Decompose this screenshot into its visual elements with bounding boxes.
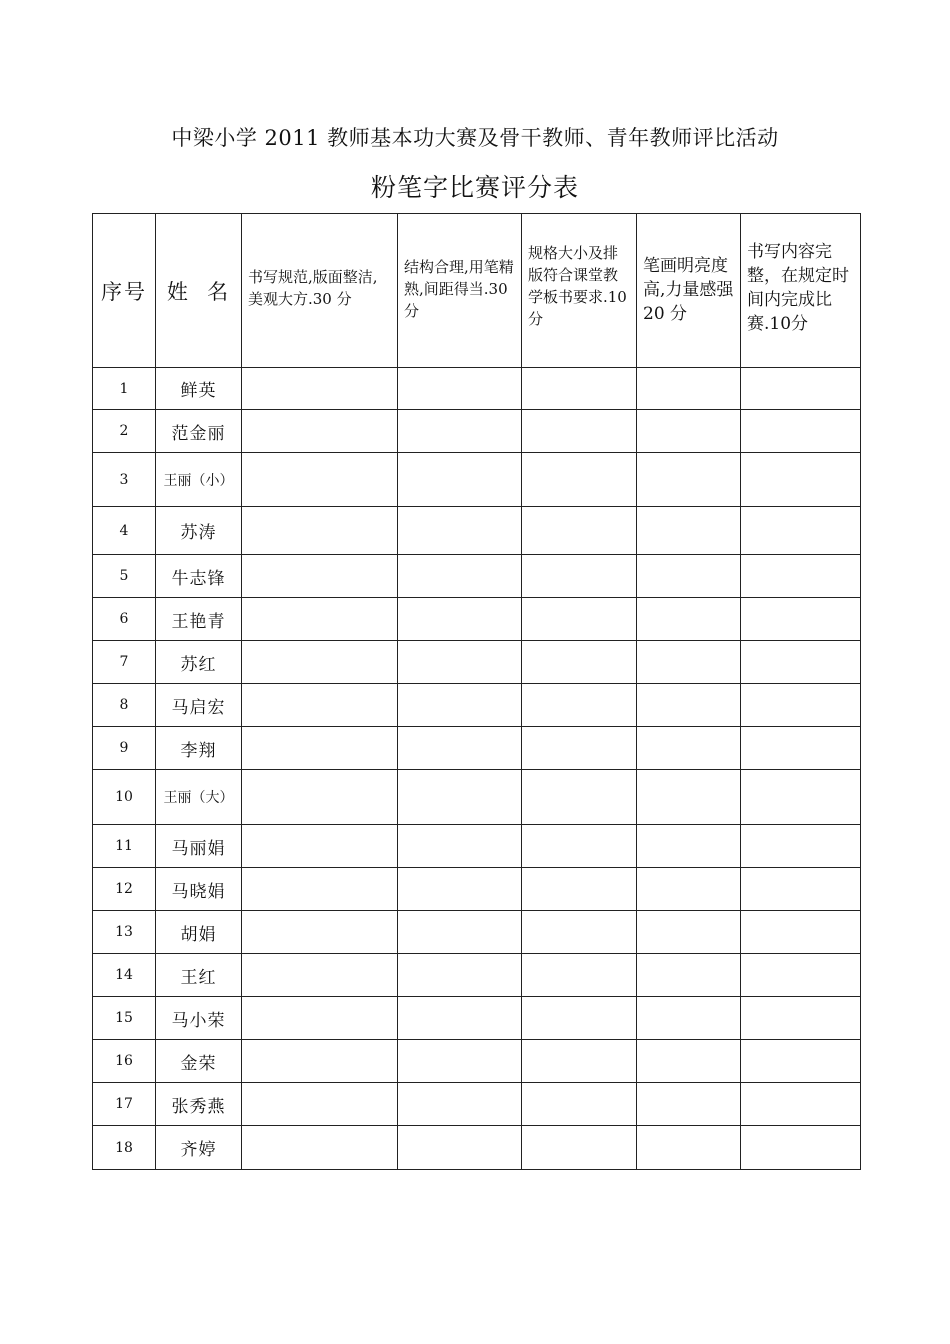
score-cell-criterion-1[interactable] xyxy=(242,410,398,453)
row-number: 7 xyxy=(93,641,156,684)
score-cell-criterion-3[interactable] xyxy=(522,453,637,507)
table-row xyxy=(93,453,861,507)
row-number: 10 xyxy=(93,770,156,825)
score-cell-criterion-5[interactable] xyxy=(741,368,861,410)
score-cell-criterion-5[interactable] xyxy=(741,507,861,555)
row-number: 3 xyxy=(93,453,156,507)
score-cell-criterion-1[interactable] xyxy=(242,368,398,410)
teacher-name: 范金丽 xyxy=(156,410,242,453)
teacher-name: 王丽（大） xyxy=(156,770,242,825)
score-cell-criterion-1[interactable] xyxy=(242,770,398,825)
score-cell-criterion-5[interactable] xyxy=(741,727,861,770)
score-cell-criterion-1[interactable] xyxy=(242,868,398,911)
row-number: 11 xyxy=(93,825,156,868)
score-cell-criterion-1[interactable] xyxy=(242,684,398,727)
header-row xyxy=(93,214,861,368)
score-cell-criterion-4[interactable] xyxy=(637,911,741,954)
score-cell-criterion-4[interactable] xyxy=(637,770,741,825)
column-header-name: 姓 名 xyxy=(156,214,242,368)
score-cell-criterion-4[interactable] xyxy=(637,368,741,410)
score-cell-criterion-4[interactable] xyxy=(637,1083,741,1126)
table-row xyxy=(93,825,861,868)
score-cell-criterion-2[interactable] xyxy=(398,770,522,825)
teacher-name: 李翔 xyxy=(156,727,242,770)
score-cell-criterion-4[interactable] xyxy=(637,997,741,1040)
score-cell-criterion-3[interactable] xyxy=(522,1083,637,1126)
row-number: 12 xyxy=(93,868,156,911)
score-cell-criterion-5[interactable] xyxy=(741,825,861,868)
teacher-name: 马小荣 xyxy=(156,997,242,1040)
score-cell-criterion-2[interactable] xyxy=(398,684,522,727)
teacher-name: 王丽（小） xyxy=(156,453,242,507)
score-cell-criterion-1[interactable] xyxy=(242,825,398,868)
score-cell-criterion-1[interactable] xyxy=(242,727,398,770)
score-cell-criterion-1[interactable] xyxy=(242,453,398,507)
row-number: 9 xyxy=(93,727,156,770)
teacher-name: 苏红 xyxy=(156,641,242,684)
score-cell-criterion-3[interactable] xyxy=(522,770,637,825)
score-cell-criterion-3[interactable] xyxy=(522,825,637,868)
score-cell-criterion-3[interactable] xyxy=(522,641,637,684)
table-row xyxy=(93,684,861,727)
teacher-name: 王艳青 xyxy=(156,598,242,641)
row-number: 6 xyxy=(93,598,156,641)
score-cell-criterion-4[interactable] xyxy=(637,507,741,555)
table-row xyxy=(93,641,861,684)
score-cell-criterion-5[interactable] xyxy=(741,598,861,641)
score-cell-criterion-5[interactable] xyxy=(741,1040,861,1083)
score-cell-criterion-3[interactable] xyxy=(522,997,637,1040)
score-cell-criterion-4[interactable] xyxy=(637,727,741,770)
score-cell-criterion-3[interactable] xyxy=(522,727,637,770)
score-cell-criterion-2[interactable] xyxy=(398,825,522,868)
score-cell-criterion-5[interactable] xyxy=(741,684,861,727)
teacher-name: 鲜英 xyxy=(156,368,242,410)
table-row xyxy=(93,410,861,453)
score-cell-criterion-3[interactable] xyxy=(522,410,637,453)
score-cell-criterion-1[interactable] xyxy=(242,507,398,555)
score-cell-criterion-3[interactable] xyxy=(522,1126,637,1170)
score-cell-criterion-4[interactable] xyxy=(637,410,741,453)
score-cell-criterion-4[interactable] xyxy=(637,598,741,641)
row-number: 4 xyxy=(93,507,156,555)
column-header-criterion-2: 结构合理,用笔精熟,间距得当.30 分 xyxy=(398,214,522,368)
column-header-criterion-3: 规格大小及排版符合课堂教学板书要求.10 分 xyxy=(522,214,637,368)
score-cell-criterion-2[interactable] xyxy=(398,868,522,911)
score-cell-criterion-1[interactable] xyxy=(242,641,398,684)
document-title: 中梁小学 2011 教师基本功大赛及骨干教师、青年教师评比活动 xyxy=(171,126,779,150)
score-cell-criterion-1[interactable] xyxy=(242,1083,398,1126)
score-cell-criterion-4[interactable] xyxy=(637,453,741,507)
score-cell-criterion-3[interactable] xyxy=(522,684,637,727)
score-cell-criterion-2[interactable] xyxy=(398,598,522,641)
score-cell-criterion-5[interactable] xyxy=(741,410,861,453)
table-row xyxy=(93,1083,861,1126)
score-cell-criterion-2[interactable] xyxy=(398,410,522,453)
score-cell-criterion-5[interactable] xyxy=(741,1126,861,1170)
row-number: 1 xyxy=(93,368,156,410)
row-number: 15 xyxy=(93,997,156,1040)
score-cell-criterion-1[interactable] xyxy=(242,911,398,954)
column-header-criterion-4: 笔画明亮度高,力量感强 20 分 xyxy=(637,214,741,368)
document-subtitle: 粉笔字比赛评分表 xyxy=(370,173,579,202)
score-cell-criterion-4[interactable] xyxy=(637,1126,741,1170)
teacher-name: 胡娟 xyxy=(156,911,242,954)
score-cell-criterion-2[interactable] xyxy=(398,911,522,954)
score-cell-criterion-1[interactable] xyxy=(242,555,398,598)
score-cell-criterion-5[interactable] xyxy=(741,641,861,684)
score-cell-criterion-5[interactable] xyxy=(741,770,861,825)
score-cell-criterion-5[interactable] xyxy=(741,1083,861,1126)
column-header-index: 序号 xyxy=(93,214,156,368)
teacher-name: 王红 xyxy=(156,954,242,997)
score-cell-criterion-5[interactable] xyxy=(741,997,861,1040)
score-cell-criterion-4[interactable] xyxy=(637,1040,741,1083)
score-table xyxy=(92,213,861,1170)
score-cell-criterion-2[interactable] xyxy=(398,954,522,997)
teacher-name: 苏涛 xyxy=(156,507,242,555)
table-row xyxy=(93,368,861,410)
score-cell-criterion-2[interactable] xyxy=(398,1083,522,1126)
score-cell-criterion-5[interactable] xyxy=(741,954,861,997)
score-cell-criterion-3[interactable] xyxy=(522,368,637,410)
table-row xyxy=(93,727,861,770)
table-row xyxy=(93,770,861,825)
row-number: 18 xyxy=(93,1126,156,1170)
score-cell-criterion-3[interactable] xyxy=(522,507,637,555)
table-row xyxy=(93,997,861,1040)
score-cell-criterion-2[interactable] xyxy=(398,997,522,1040)
score-cell-criterion-2[interactable] xyxy=(398,1040,522,1083)
score-cell-criterion-2[interactable] xyxy=(398,727,522,770)
row-number: 8 xyxy=(93,684,156,727)
row-number: 16 xyxy=(93,1040,156,1083)
score-cell-criterion-3[interactable] xyxy=(522,598,637,641)
table-body xyxy=(93,368,861,1170)
score-cell-criterion-4[interactable] xyxy=(637,684,741,727)
score-cell-criterion-2[interactable] xyxy=(398,507,522,555)
table-row xyxy=(93,868,861,911)
score-cell-criterion-4[interactable] xyxy=(637,555,741,598)
row-number: 13 xyxy=(93,911,156,954)
column-header-criterion-5: 书写内容完整，在规定时间内完成比赛.10分 xyxy=(741,214,861,368)
score-cell-criterion-2[interactable] xyxy=(398,641,522,684)
row-number: 2 xyxy=(93,410,156,453)
score-cell-criterion-2[interactable] xyxy=(398,555,522,598)
row-number: 17 xyxy=(93,1083,156,1126)
score-cell-criterion-4[interactable] xyxy=(637,641,741,684)
table-row xyxy=(93,1126,861,1170)
score-cell-criterion-4[interactable] xyxy=(637,825,741,868)
score-cell-criterion-1[interactable] xyxy=(242,598,398,641)
score-cell-criterion-4[interactable] xyxy=(637,954,741,997)
row-number: 5 xyxy=(93,555,156,598)
table-row xyxy=(93,598,861,641)
score-cell-criterion-5[interactable] xyxy=(741,868,861,911)
teacher-name: 马丽娟 xyxy=(156,825,242,868)
teacher-name: 张秀燕 xyxy=(156,1083,242,1126)
score-cell-criterion-3[interactable] xyxy=(522,555,637,598)
table-row xyxy=(93,507,861,555)
score-cell-criterion-2[interactable] xyxy=(398,453,522,507)
teacher-name: 马晓娟 xyxy=(156,868,242,911)
row-number: 14 xyxy=(93,954,156,997)
table-row xyxy=(93,1040,861,1083)
table-row xyxy=(93,911,861,954)
score-cell-criterion-3[interactable] xyxy=(522,868,637,911)
score-cell-criterion-1[interactable] xyxy=(242,1126,398,1170)
score-cell-criterion-5[interactable] xyxy=(741,911,861,954)
score-cell-criterion-2[interactable] xyxy=(398,368,522,410)
teacher-name: 齐婷 xyxy=(156,1126,242,1170)
table-row xyxy=(93,954,861,997)
teacher-name: 金荣 xyxy=(156,1040,242,1083)
score-cell-criterion-1[interactable] xyxy=(242,1040,398,1083)
score-cell-criterion-1[interactable] xyxy=(242,954,398,997)
teacher-name: 牛志锋 xyxy=(156,555,242,598)
score-cell-criterion-3[interactable] xyxy=(522,954,637,997)
score-cell-criterion-3[interactable] xyxy=(522,911,637,954)
table-row xyxy=(93,555,861,598)
score-cell-criterion-4[interactable] xyxy=(637,868,741,911)
score-cell-criterion-5[interactable] xyxy=(741,453,861,507)
score-cell-criterion-5[interactable] xyxy=(741,555,861,598)
column-header-criterion-1: 书写规范,版面整洁,美观大方.30 分 xyxy=(242,214,398,368)
teacher-name: 马启宏 xyxy=(156,684,242,727)
score-cell-criterion-2[interactable] xyxy=(398,1126,522,1170)
score-cell-criterion-3[interactable] xyxy=(522,1040,637,1083)
score-cell-criterion-1[interactable] xyxy=(242,997,398,1040)
